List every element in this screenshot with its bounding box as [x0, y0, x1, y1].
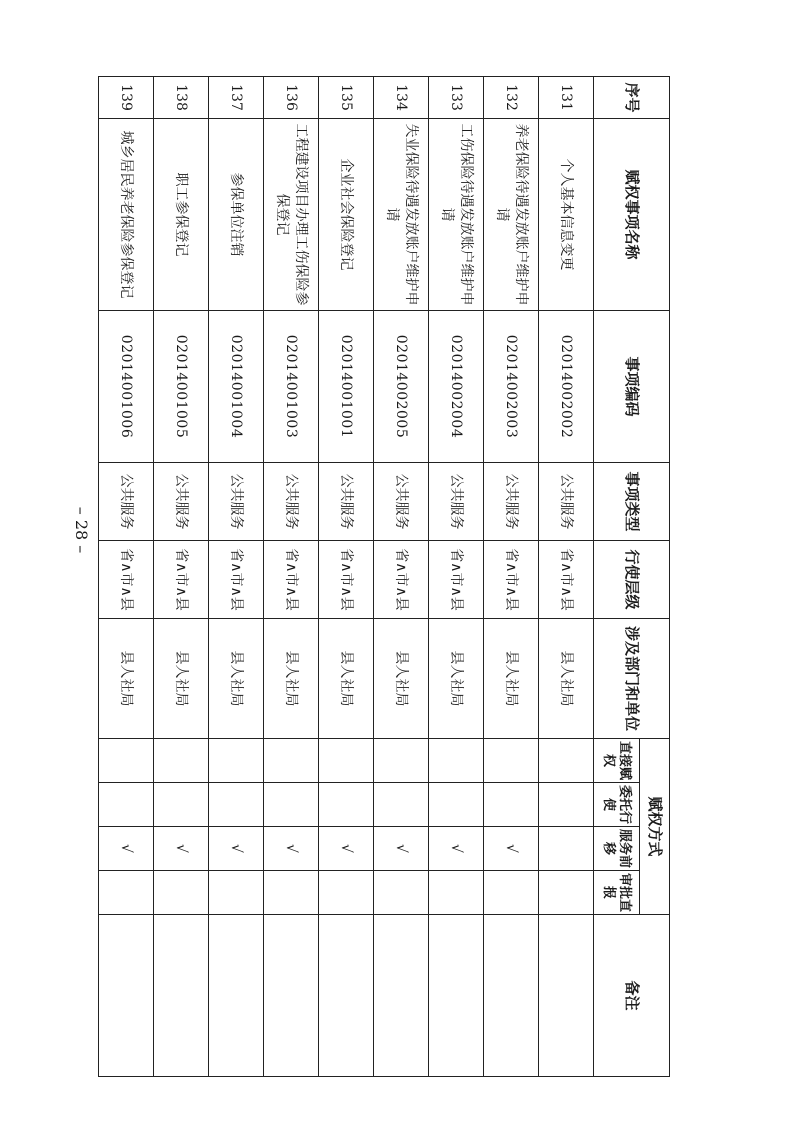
row-service-forward: √ — [484, 827, 539, 871]
row-department: 县人社局 — [209, 619, 264, 739]
table-row — [154, 77, 209, 1077]
row-approval-direct-report — [374, 871, 429, 915]
row-exercise-level: 省∧市∧县 — [374, 541, 429, 619]
row-service-forward: √ — [154, 827, 209, 871]
header-remark: 备注 — [594, 915, 670, 1077]
header-item-name: 赋权事项名称 — [594, 119, 670, 311]
row-direct-authorization — [539, 739, 594, 783]
row-direct-authorization — [319, 739, 374, 783]
row-entrusted-exercise — [319, 783, 374, 827]
row-item-name: 工程建设项目办理工伤保险参保登记 — [264, 119, 319, 311]
row-approval-direct-report — [264, 871, 319, 915]
header-direct-authorization: 直接赋权 — [594, 739, 640, 783]
table-row — [374, 77, 429, 1077]
row-entrusted-exercise — [264, 783, 319, 827]
row-direct-authorization — [374, 739, 429, 783]
row-item-type: 公共服务 — [539, 463, 594, 541]
row-exercise-level: 省∧市∧县 — [99, 541, 154, 619]
row-item-type: 公共服务 — [209, 463, 264, 541]
row-remark — [429, 915, 484, 1077]
row-approval-direct-report — [319, 871, 374, 915]
authorization-table — [98, 76, 670, 1077]
row-direct-authorization — [484, 739, 539, 783]
row-exercise-level: 省∧市∧县 — [484, 541, 539, 619]
row-remark — [99, 915, 154, 1077]
header-departments: 涉及部门和单位 — [594, 619, 670, 739]
row-item-code: 02014001003 — [264, 311, 319, 463]
row-seq: 137 — [209, 77, 264, 119]
row-service-forward: √ — [429, 827, 484, 871]
row-item-code: 02014001004 — [209, 311, 264, 463]
row-entrusted-exercise — [374, 783, 429, 827]
row-remark — [154, 915, 209, 1077]
row-direct-authorization — [99, 739, 154, 783]
page-number: – 28 – — [72, 506, 92, 554]
row-item-type: 公共服务 — [154, 463, 209, 541]
row-remark — [539, 915, 594, 1077]
row-department: 县人社局 — [154, 619, 209, 739]
row-item-type: 公共服务 — [264, 463, 319, 541]
row-exercise-level: 省∧市∧县 — [264, 541, 319, 619]
row-department: 县人社局 — [429, 619, 484, 739]
row-department: 县人社局 — [264, 619, 319, 739]
row-item-name: 失业保险待遇发放账户维护申请 — [374, 119, 429, 311]
row-exercise-level: 省∧市∧县 — [539, 541, 594, 619]
row-department: 县人社局 — [484, 619, 539, 739]
row-department: 县人社局 — [319, 619, 374, 739]
row-seq: 136 — [264, 77, 319, 119]
table-row — [209, 77, 264, 1077]
row-direct-authorization — [209, 739, 264, 783]
table-row — [99, 77, 154, 1077]
row-item-type: 公共服务 — [374, 463, 429, 541]
row-remark — [484, 915, 539, 1077]
row-exercise-level: 省∧市∧县 — [429, 541, 484, 619]
header-item-code: 事项编码 — [594, 311, 670, 463]
row-approval-direct-report — [99, 871, 154, 915]
row-seq: 138 — [154, 77, 209, 119]
row-item-code: 02014002004 — [429, 311, 484, 463]
row-item-type: 公共服务 — [99, 463, 154, 541]
row-item-code: 0201400200​2 — [539, 311, 594, 463]
row-remark — [374, 915, 429, 1077]
row-service-forward: √ — [264, 827, 319, 871]
row-item-name: 工伤保险待遇发放账户维护申请 — [429, 119, 484, 311]
row-approval-direct-report — [209, 871, 264, 915]
header-seq: 序号 — [594, 77, 670, 119]
row-remark — [209, 915, 264, 1077]
row-department: 县人社局 — [539, 619, 594, 739]
row-exercise-level: 省∧市∧县 — [209, 541, 264, 619]
row-approval-direct-report — [154, 871, 209, 915]
row-seq: 131 — [539, 77, 594, 119]
row-seq: 134 — [374, 77, 429, 119]
row-entrusted-exercise — [154, 783, 209, 827]
row-exercise-level: 省∧市∧县 — [154, 541, 209, 619]
row-item-code: 02014001006 — [99, 311, 154, 463]
row-approval-direct-report — [484, 871, 539, 915]
row-item-code: 02014001005 — [154, 311, 209, 463]
row-seq: 133 — [429, 77, 484, 119]
rotated-table-frame — [118, 76, 670, 1076]
row-entrusted-exercise — [99, 783, 154, 827]
row-exercise-level: 省∧市∧县 — [319, 541, 374, 619]
row-direct-authorization — [264, 739, 319, 783]
header-exercise-level: 行使层级 — [594, 541, 670, 619]
row-item-name: 养老保险待遇发放账户维护申请 — [484, 119, 539, 311]
row-approval-direct-report — [429, 871, 484, 915]
row-service-forward: √ — [374, 827, 429, 871]
row-item-type: 公共服务 — [484, 463, 539, 541]
row-direct-authorization — [154, 739, 209, 783]
table-row — [429, 77, 484, 1077]
row-item-type: 公共服务 — [429, 463, 484, 541]
row-remark — [319, 915, 374, 1077]
row-service-forward: √ — [99, 827, 154, 871]
table-row — [484, 77, 539, 1077]
row-seq: 132 — [484, 77, 539, 119]
row-item-code: 02014001001 — [319, 311, 374, 463]
row-entrusted-exercise — [484, 783, 539, 827]
row-entrusted-exercise — [209, 783, 264, 827]
header-authorization-method: 赋权方式 — [640, 739, 670, 915]
row-department: 县人社局 — [99, 619, 154, 739]
row-service-forward: √ — [209, 827, 264, 871]
header-service-forward: 服务前移 — [594, 827, 640, 871]
row-direct-authorization — [429, 739, 484, 783]
row-item-name: 参保单位注销 — [209, 119, 264, 311]
row-department: 县人社局 — [374, 619, 429, 739]
row-approval-direct-report — [539, 871, 594, 915]
row-seq: 135 — [319, 77, 374, 119]
row-item-name: 企业社会保险登记 — [319, 119, 374, 311]
table-row — [319, 77, 374, 1077]
header-approval-direct-report: 审批直报 — [594, 871, 640, 915]
row-item-name: 职工参保登记 — [154, 119, 209, 311]
row-item-name: 个人基本信息变更 — [539, 119, 594, 311]
table-row — [264, 77, 319, 1077]
row-item-name: 城乡居民养老保险参保登记 — [99, 119, 154, 311]
row-entrusted-exercise — [429, 783, 484, 827]
row-item-type: 公共服务 — [319, 463, 374, 541]
row-seq: 139 — [99, 77, 154, 119]
row-item-code: 02014002003 — [484, 311, 539, 463]
row-service-forward: √ — [319, 827, 374, 871]
table-row — [539, 77, 594, 1077]
header-entrusted-exercise: 委托行使 — [594, 783, 640, 827]
row-service-forward — [539, 827, 594, 871]
row-entrusted-exercise — [539, 783, 594, 827]
header-item-type: 事项类型 — [594, 463, 670, 541]
row-item-code: 02014002005 — [374, 311, 429, 463]
row-remark — [264, 915, 319, 1077]
